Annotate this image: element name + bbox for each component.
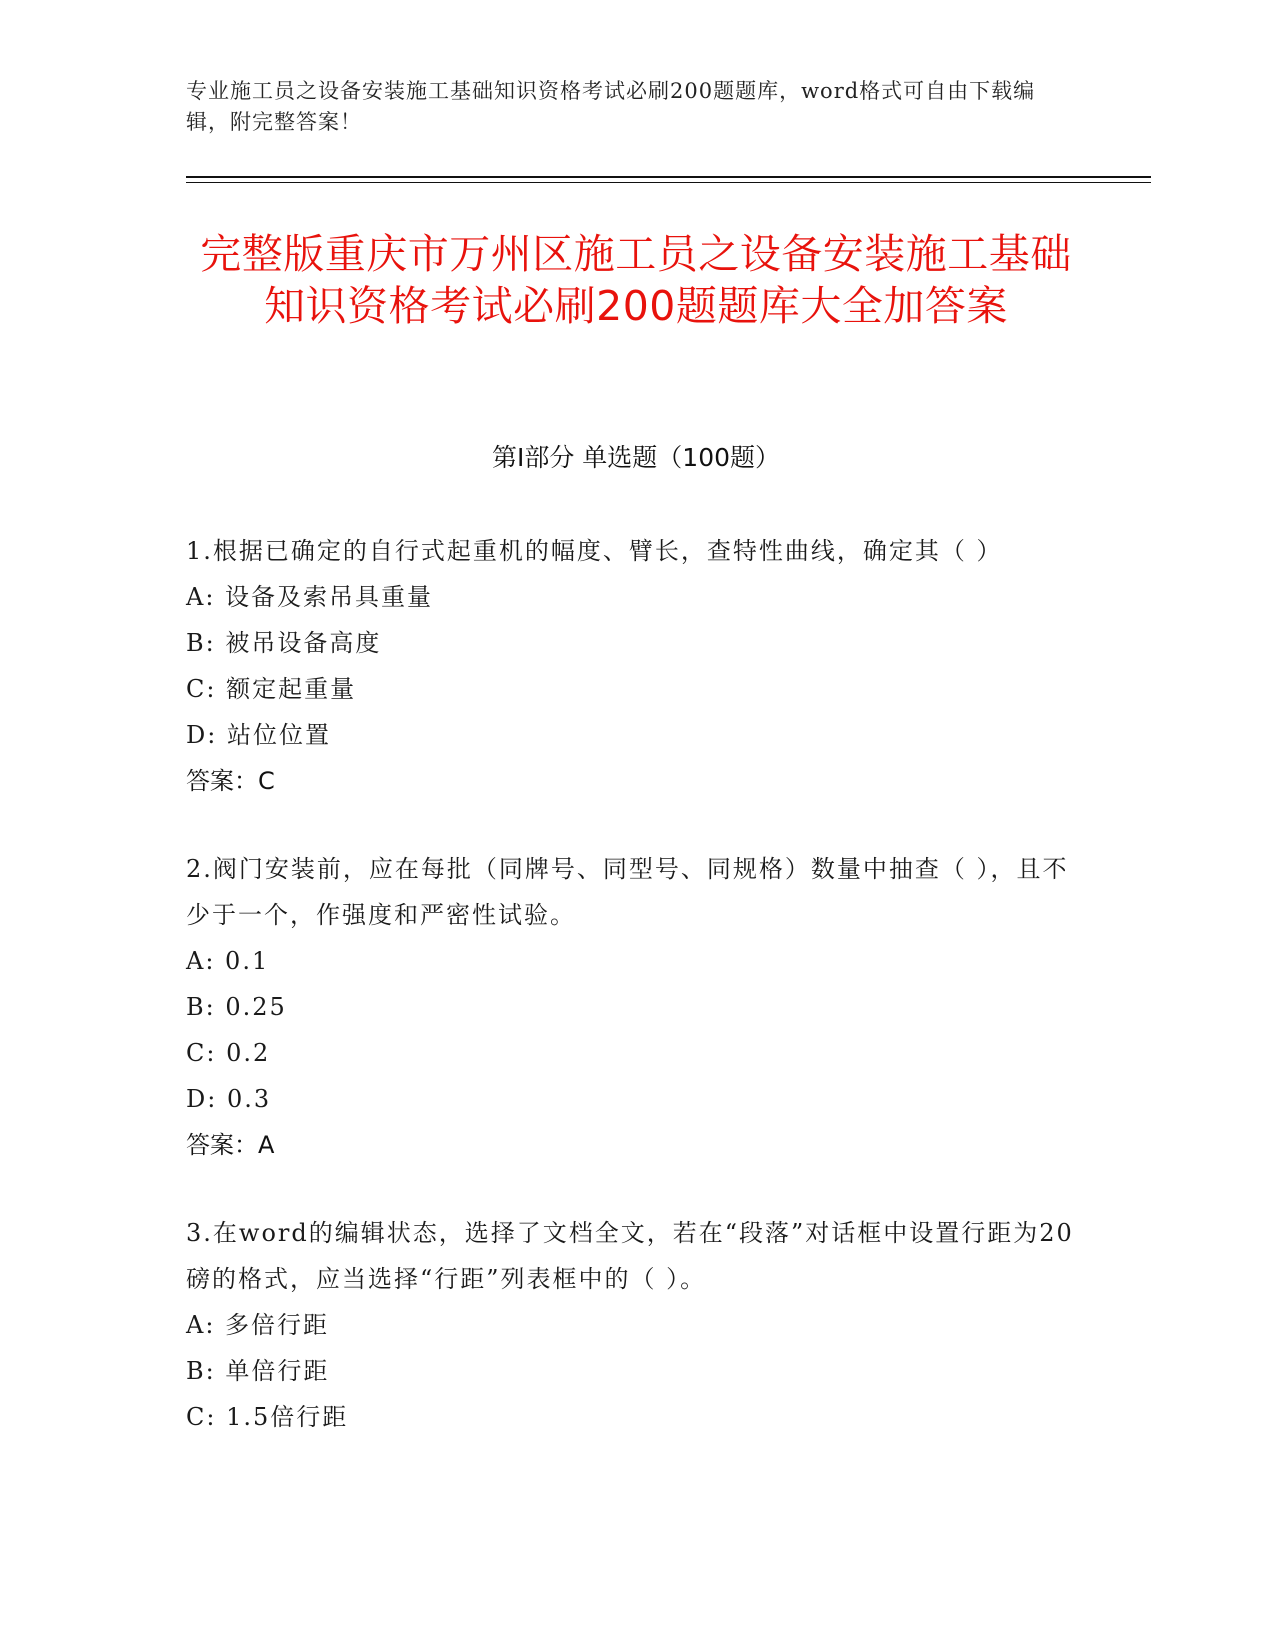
section-heading: 第Ⅰ部分 单选题（100题） bbox=[491, 443, 781, 472]
option-b: B: 单倍行距 bbox=[186, 1357, 330, 1385]
header-note: 专业施工员之设备安装施工基础知识资格考试必刷200题题库，word格式可自由下载编辑，附完整答案！ bbox=[186, 79, 1036, 134]
question-stem: 3.在word的编辑状态，选择了文档全文，若在“段落”对话框中设置行距为20磅的格式，应当选择“行距”列表框中的（ ）。 bbox=[186, 1219, 1074, 1293]
question-stem: 2.阀门安装前，应在每批（同牌号、同型号、同规格）数量中抽查（ ），且不少于一个，作强度和严密性试验。 bbox=[186, 855, 1069, 929]
option-c: C: 0.2 bbox=[186, 1039, 271, 1067]
option-a: A: 设备及索吊具重量 bbox=[186, 583, 434, 611]
question-1 bbox=[186, 528, 1086, 804]
option-a: A: 0.1 bbox=[186, 947, 270, 975]
option-c: C: 额定起重量 bbox=[186, 675, 357, 703]
header-divider-thick bbox=[186, 176, 1151, 178]
question-stem: 1.根据已确定的自行式起重机的幅度、臂长，查特性曲线，确定其（ ） bbox=[186, 537, 1003, 565]
question-list bbox=[186, 528, 1086, 1482]
answer: 答案：C bbox=[186, 767, 275, 795]
option-c: C: 1.5倍行距 bbox=[186, 1403, 349, 1431]
option-b: B: 0.25 bbox=[186, 993, 287, 1021]
option-b: B: 被吊设备高度 bbox=[186, 629, 382, 657]
header-divider-thin bbox=[186, 182, 1151, 183]
question-2 bbox=[186, 846, 1086, 1168]
option-d: D: 0.3 bbox=[186, 1085, 272, 1113]
answer: 答案：A bbox=[186, 1131, 275, 1159]
option-a: A: 多倍行距 bbox=[186, 1311, 330, 1339]
question-3 bbox=[186, 1210, 1086, 1440]
option-d: D: 站位位置 bbox=[186, 721, 331, 749]
document-title: 完整版重庆市万州区施工员之设备安装施工基础知识资格考试必刷200题题库大全加答案 bbox=[200, 230, 1072, 330]
